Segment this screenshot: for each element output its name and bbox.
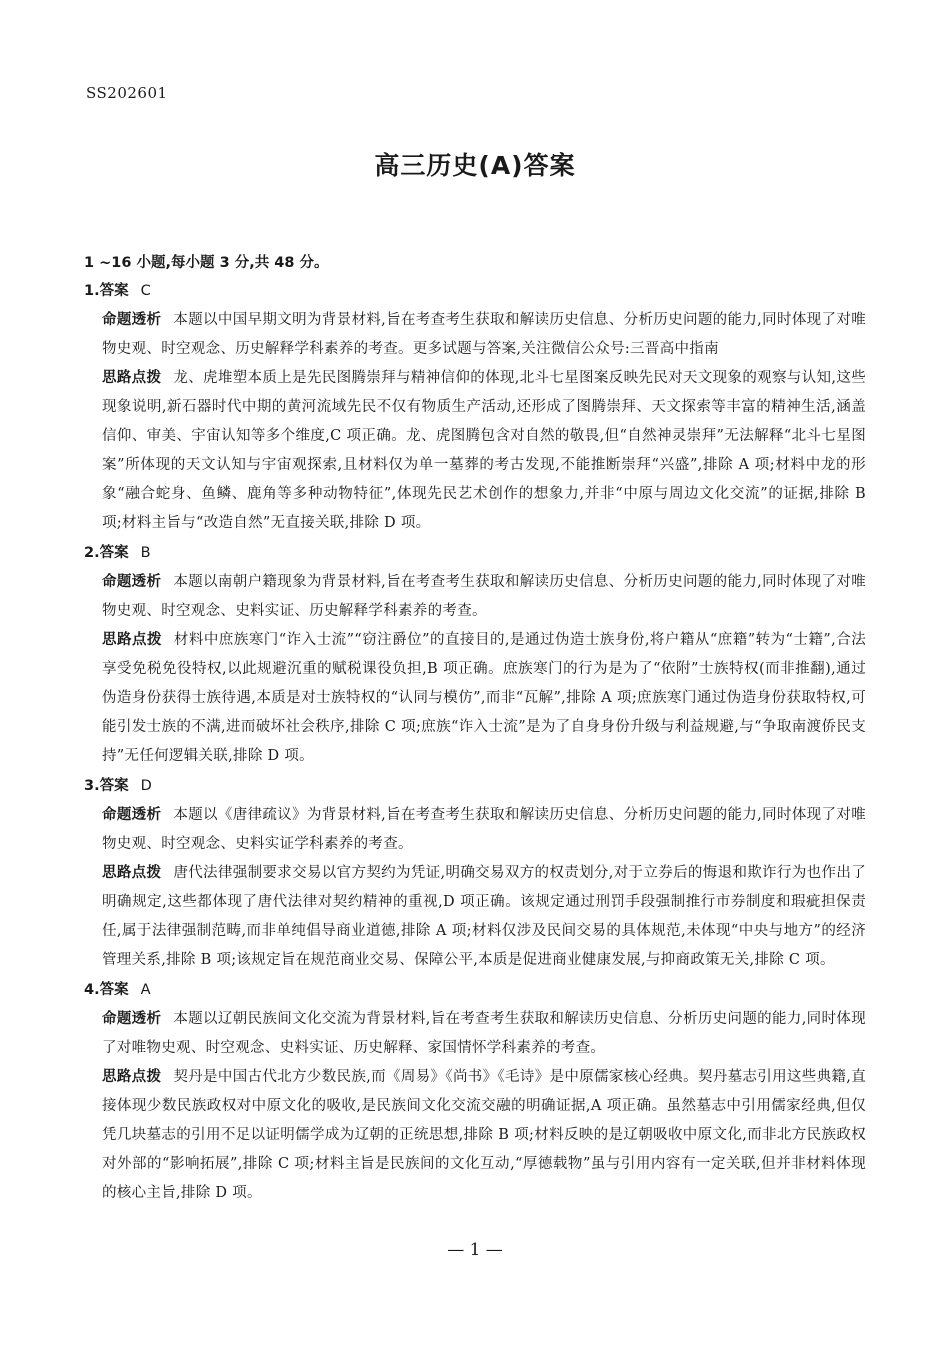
answer-value: C: [140, 283, 151, 299]
hint-paragraph: [84, 1063, 866, 1208]
question-number: 4.: [84, 982, 100, 998]
answer-value: B: [140, 545, 151, 561]
page-number: — 1 —: [447, 1240, 503, 1260]
answer-value: D: [140, 778, 152, 794]
analysis-paragraph: [84, 801, 866, 859]
hint-text: 材料中庶族寒门“诈入士流”“窃注爵位”的直接目的,是通过伪造士族身份,将户籍从“庶籍”转为“士籍”,合法享受免税免役特权,以此规避沉重的赋税课役负担,B 项正确。庶族寒门的行为是为了“依附”士族特权(而非推翻),通过伪造身份获得士族待遇,本质是对士族特权的“认同与模仿”,而非“瓦解”,排除 A 项;庶族寒门通过伪造身份获取特权,可能引发士族的不满,进而破坏社会秩序,排除 C 项;庶族“诈入士流”是为了自身身份升级与利益规避,与“争取南渡侨民支持”无任何逻辑关联,排除 D 项。: [102, 632, 866, 764]
analysis-text: 本题以中国早期文明为背景材料,旨在考查考生获取和解读历史信息、分析历史问题的能力,同时体现了对唯物史观、时空观念、历史解释学科素养的考查。更多试题与答案,关注微信公众号:三晋高中指南: [102, 312, 866, 357]
question-header: [84, 278, 866, 304]
question-4: [84, 977, 866, 1208]
answer-label: 答案: [99, 545, 129, 561]
question-number: 2.: [84, 545, 100, 561]
question-header: [84, 977, 866, 1003]
hint-text: 唐代法律强制要求交易以官方契约为凭证,明确交易双方的权责划分,对于立券后的悔退和欺诈行为也作出了明确规定,这些都体现了唐代法律对契约精神的重视,D 项正确。该规定通过刑罚手段强制推行市券制度和瑕疵担保责任,属于法律强制范畴,而非单纯倡导商业道德,排除 A 项;材料仅涉及民间交易的具体规范,未体现“中央与地方”的经济管理关系,排除 B 项;该规定旨在规范商业交易、保障公平,本质是促进商业健康发展,与抑商政策无关,排除 C 项。: [102, 865, 866, 968]
question-header: [84, 540, 866, 566]
answer-label: 答案: [99, 778, 129, 794]
question-number: 3.: [84, 778, 100, 794]
analysis-paragraph: [84, 1005, 866, 1063]
page-title: 高三历史(A)答案: [374, 151, 576, 180]
hint-paragraph: [84, 859, 866, 975]
answer-content: [84, 250, 866, 1208]
hint-label: 思路点拨: [102, 1069, 162, 1085]
hint-label: 思路点拨: [102, 370, 162, 386]
analysis-text: 本题以《唐律疏议》为背景材料,旨在考查考生获取和解读历史信息、分析历史问题的能力,同时体现了对唯物史观、时空观念、史料实证学科素养的考查。: [102, 807, 866, 852]
analysis-label: 命题透析: [102, 807, 162, 823]
section-intro: 1 ~16 小题,每小题 3 分,共 48 分。: [84, 255, 329, 271]
hint-text: 龙、虎堆塑本质上是先民图腾崇拜与精神信仰的体现,北斗七星图案反映先民对天文现象的观察与认知,这些现象说明,新石器时代中期的黄河流域先民不仅有物质生产活动,还形成了图腾崇拜、天文探索等丰富的精神生活,涵盖信仰、审美、宇宙认知等多个维度,C 项正确。龙、虎图腾包含对自然的敬畏,但“自然神灵崇拜”无法解释“北斗七星图案”所体现的天文认知与宇宙观探索,且材料仅为单一墓葬的考古发现,不能推断崇拜“兴盛”,排除 A 项;材料中龙的形象“融合蛇身、鱼鳞、鹿角等多种动物特征”,体现先民艺术创作的想象力,并非“中原与周边文化交流”的证据,排除 B 项;材料主旨与“改造自然”无直接关联,排除 D 项。: [102, 370, 866, 531]
analysis-label: 命题透析: [102, 312, 162, 328]
analysis-paragraph: [84, 568, 866, 626]
hint-label: 思路点拨: [102, 865, 162, 881]
document-code: SS202601: [86, 84, 168, 102]
analysis-label: 命题透析: [102, 574, 162, 590]
question-3: [84, 773, 866, 975]
analysis-text: 本题以辽朝民族间文化交流为背景材料,旨在考查考生获取和解读历史信息、分析历史问题的能力,同时体现了对唯物史观、时空观念、史料实证、历史解释、家国情怀学科素养的考查。: [102, 1011, 866, 1056]
analysis-text: 本题以南朝户籍现象为背景材料,旨在考查考生获取和解读历史信息、分析历史问题的能力,同时体现了对唯物史观、时空观念、史料实证、历史解释学科素养的考查。: [102, 574, 866, 619]
answer-value: A: [140, 982, 151, 998]
analysis-label: 命题透析: [102, 1011, 162, 1027]
hint-text: 契丹是中国古代北方少数民族,而《周易》《尚书》《毛诗》是中原儒家核心经典。契丹墓志引用这些典籍,直接体现少数民族政权对中原文化的吸收,是民族间文化交流交融的明确证据,A 项正确。虽然墓志中引用儒家经典,但仅凭几块墓志的引用不足以证明儒学成为辽朝的正统思想,排除 B 项;材料反映的是辽朝吸收中原文化,而非北方民族政权对外部的“影响拓展”,排除 C 项;材料主旨是民族间的文化互动,“厚德载物”虽与引用内容有一定关联,但并非材料体现的核心主旨,排除 D 项。: [102, 1069, 867, 1201]
analysis-paragraph: [84, 306, 866, 364]
hint-paragraph: [84, 626, 866, 771]
hint-paragraph: [84, 364, 866, 538]
question-2: [84, 540, 866, 771]
hint-label: 思路点拨: [102, 632, 162, 648]
answer-label: 答案: [99, 283, 129, 299]
question-header: [84, 773, 866, 799]
question-1: [84, 278, 866, 538]
question-number: 1.: [84, 283, 100, 299]
answer-label: 答案: [99, 982, 129, 998]
